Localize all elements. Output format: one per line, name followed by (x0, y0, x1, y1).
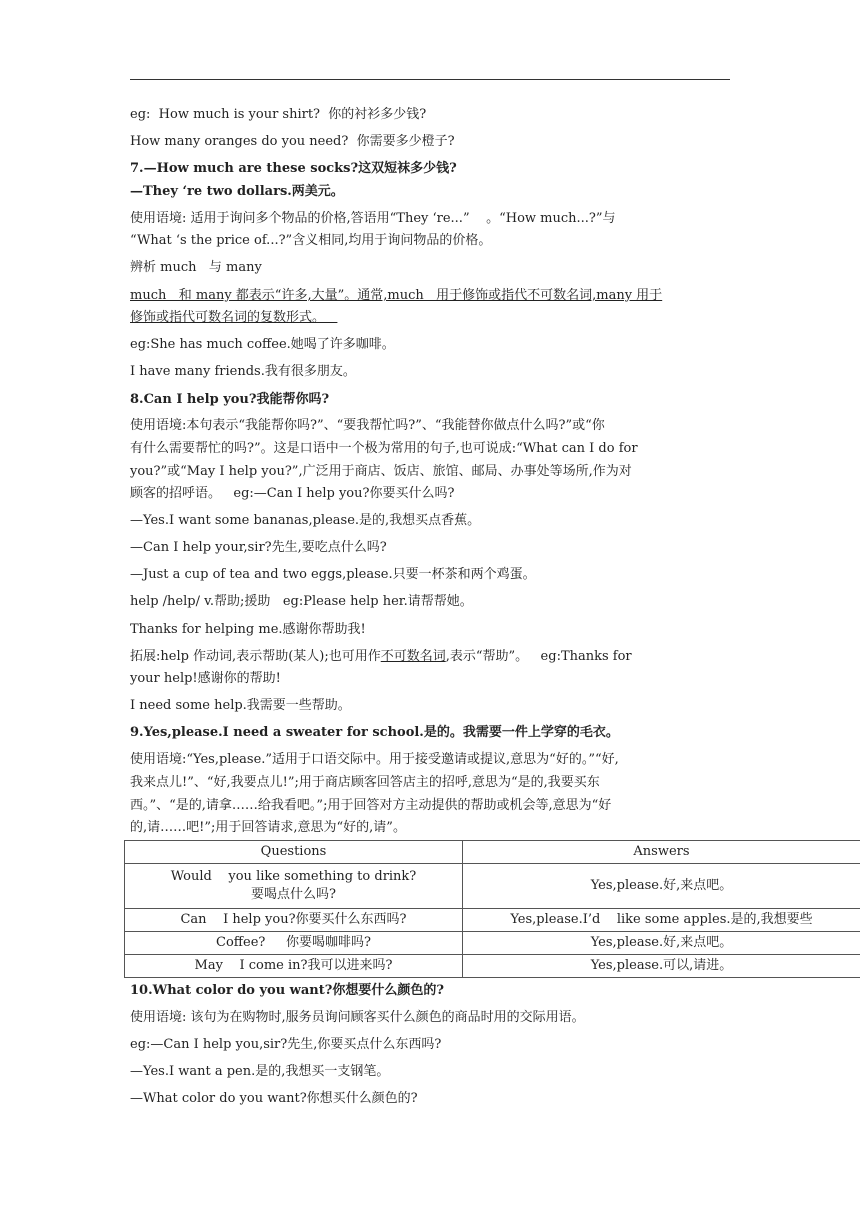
text-line: 使用语境: 该句为在购物时,服务员询问顾客买什么颜色的商品时用的交际用语。 (130, 1010, 585, 1025)
table-row (125, 955, 860, 978)
question-cell: Would you like something to drink? 要喝点什么吗? (125, 864, 463, 909)
answer-cell: Yes,please.I’d like some apples.是的,我想要些 (463, 909, 860, 932)
table-row (125, 864, 860, 909)
text-line: Thanks for helping me.感谢你帮助我! (130, 622, 366, 637)
text-line: —Yes.I want a pen.是的,我想买一支钢笔。 (130, 1064, 390, 1079)
text-line: 有什么需要帮忙的吗?”。这是口语中一个极为常用的句子,也可说成:“What can I do for (130, 441, 638, 456)
header-rule (130, 79, 730, 80)
text-line: —What color do you want?你想买什么颜色的? (130, 1091, 418, 1106)
text-line: 使用语境:本句表示“我能帮你吗?”、“要我帮忙吗?”、“我能替你做点什么吗?”或“你 (130, 418, 605, 433)
question-cell: May I come in?我可以进来吗? (125, 955, 463, 978)
text-line: 的,请……吧!”;用于回答请求,意思为“好的,请”。 (130, 820, 406, 835)
text-line: —Yes.I want some bananas,please.是的,我想买点香蕉。 (130, 513, 481, 528)
text-line: eg:—Can I help you,sir?先生,你要买点什么东西吗? (130, 1037, 442, 1052)
text-line: I need some help.我需要一些帮助。 (130, 698, 351, 713)
column-header-questions: Questions (125, 841, 463, 864)
answer-cell: Yes,please.可以,请进。 (463, 955, 860, 978)
text-line: eg:She has much coffee.她喝了许多咖啡。 (130, 337, 395, 352)
text-line: 使用语境:“Yes,please.”适用于口语交际中。用于接受邀请或提议,意思为“好的。”“好, (130, 752, 619, 767)
table-header-row (125, 841, 860, 864)
table-row (125, 932, 860, 955)
question-cell: Coffee? 你要喝咖啡吗? (125, 932, 463, 955)
text-line: 顾客的招呼语。 eg:—Can I help you?你要买什么吗? (130, 486, 455, 501)
section-heading: 10.What color do you want?你想要什么颜色的? (130, 983, 444, 998)
text-line: 西。”、“是的,请拿……给我看吧。”;用于回答对方主动提供的帮助或机会等,意思为“好 (130, 798, 612, 813)
text-line: you?”或“May I help you?”,广泛用于商店、饭店、旅馆、邮局、办事处等场所,作为对 (130, 464, 632, 479)
text-line (130, 648, 632, 666)
underlined-note: much 和 many 都表示“许多,大量”。通常,much 用于修饰或指代不可数名词,many 用于 (130, 288, 663, 303)
text-segment: 拓展:help 作动词,表示帮助(某人);也可用作 (130, 649, 381, 664)
text-line: “What ‘s the price of...?”含义相同,均用于询问物品的价格。 (130, 233, 492, 248)
section-heading: 8.Can I help you?我能帮你吗? (130, 392, 330, 407)
text-segment: ,表示“帮助”。 eg:Thanks for (445, 649, 632, 664)
underlined-term: 不可数名词 (380, 649, 446, 664)
underlined-note: 修饰或指代可数名词的复数形式。 (130, 310, 338, 325)
text-line: 辨析 much 与 many (130, 260, 262, 275)
section-heading-answer: —They ‘re two dollars.两美元。 (130, 184, 344, 199)
text-line: help /help/ v.帮助;援助 eg:Please help her.请帮帮她。 (130, 594, 473, 609)
text-line: I have many friends.我有很多朋友。 (130, 364, 356, 379)
answer-cell: Yes,please.好,来点吧。 (463, 864, 860, 909)
text-line: eg: How much is your shirt? 你的衬衫多少钱? (130, 107, 427, 122)
section-heading: 7.—How much are these socks?这双短袜多少钱? (130, 161, 457, 176)
text-line: your help!感谢你的帮助! (130, 671, 281, 686)
text-line: 我来点儿!”、“好,我要点儿!”;用于商店顾客回答店主的招呼,意思为“是的,我要买东 (130, 775, 600, 790)
column-header-answers: Answers (463, 841, 860, 864)
qa-table (124, 840, 860, 978)
text-line: —Can I help your,sir?先生,要吃点什么吗? (130, 540, 387, 555)
section-heading: 9.Yes,please.I need a sweater for school.是的。我需要一件上学穿的毛衣。 (130, 725, 619, 740)
text-line: 使用语境: 适用于询问多个物品的价格,答语用“They ‘re...” 。“How much...?”与 (130, 211, 616, 226)
question-cell: Can I help you?你要买什么东西吗? (125, 909, 463, 932)
text-line: —Just a cup of tea and two eggs,please.只要一杯茶和两个鸡蛋。 (130, 567, 536, 582)
answer-cell: Yes,please.好,来点吧。 (463, 932, 860, 955)
table-row (125, 909, 860, 932)
text-line: How many oranges do you need? 你需要多少橙子? (130, 134, 455, 149)
